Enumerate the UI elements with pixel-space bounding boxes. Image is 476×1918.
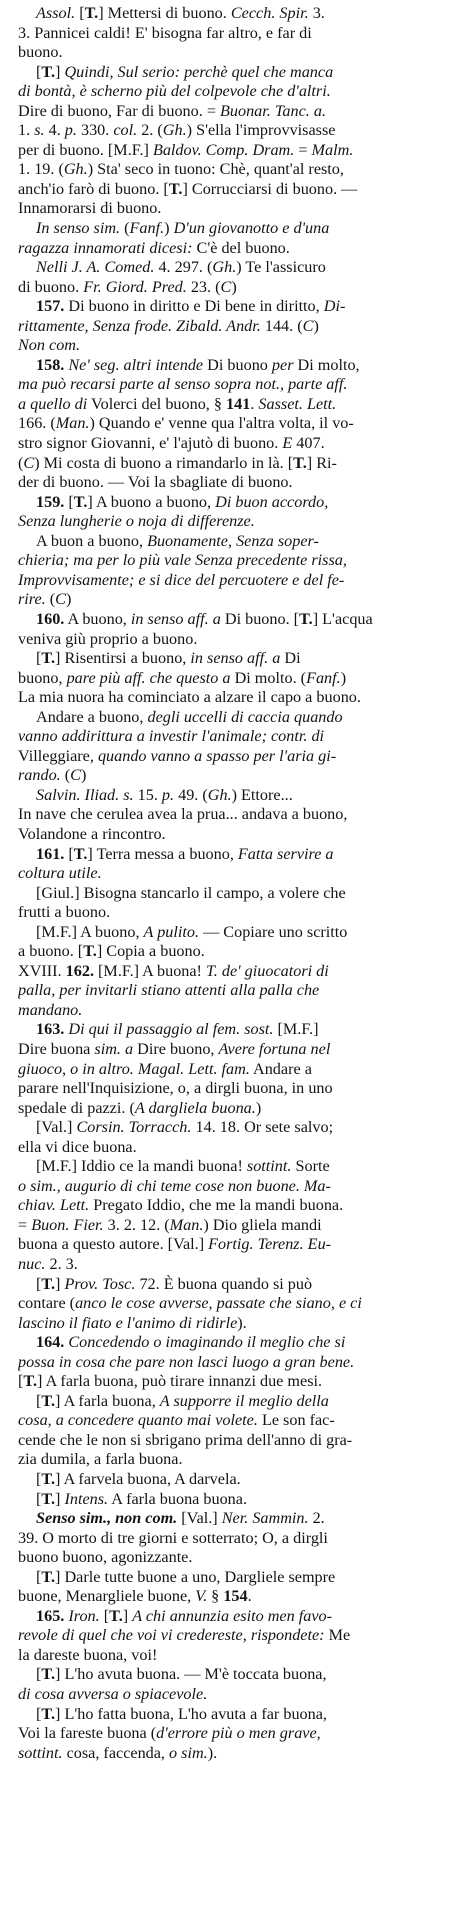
text-line: buono buono, agonizzante. bbox=[18, 1548, 193, 1567]
text-line: [T.] L'ho avuta buona. — M'è toccata buona, bbox=[36, 1665, 327, 1684]
text-line: rando. (C) bbox=[18, 766, 87, 785]
text-line: a buono. [T.] Copia a buono. bbox=[18, 942, 205, 961]
text-line: stro signor Giovanni, e' l'ajutò di buono. E 407. bbox=[18, 434, 325, 453]
text-line: Dire di buono, Far di buono. = Buonar. Tanc. a. bbox=[18, 101, 326, 120]
text-line: mandano. bbox=[18, 1000, 83, 1019]
text-line: Senso sim., non com. [Val.] Ner. Sammin. 2. bbox=[36, 1509, 325, 1528]
text-line: [T.] Risentirsi a buono, in senso aff. a Di bbox=[36, 649, 301, 668]
text-line: frutti a buono. bbox=[18, 903, 111, 922]
text-line: [M.F.] Iddio ce la mandi buona! sottint. Sorte bbox=[36, 1157, 330, 1176]
text-line: [Val.] Corsin. Torracch. 14. 18. Or sete salvo; bbox=[36, 1118, 334, 1137]
text-line: Voi la fareste buona (d'errore più o men grave, bbox=[18, 1724, 321, 1743]
text-line: Nelli J. A. Comed. 4. 297. (Gh.) Te l'assicuro bbox=[36, 258, 326, 277]
text-line: zia dumila, a farla buona. bbox=[18, 1450, 183, 1469]
text-line: di cosa avversa o spiacevole. bbox=[18, 1685, 208, 1704]
text-line: coltura utile. bbox=[18, 864, 102, 883]
text-line: 165. Iron. [T.] A chi annunzia esito men favo- bbox=[36, 1606, 333, 1625]
text-line: Andare a buono, degli uccelli di caccia quando bbox=[36, 707, 343, 726]
text-line: [Giul.] Bisogna stancarlo il campo, a volere che bbox=[36, 883, 346, 902]
text-line: Assol. [T.] Mettersi di buono. Cecch. Spir. 3. bbox=[36, 4, 325, 22]
text-line: sottint. cosa, faccenda, o sim.). bbox=[18, 1743, 218, 1762]
text-line: [T.] Darle tutte buone a uno, Dargliele sempre bbox=[36, 1567, 336, 1586]
text-line: Villeggiare, quando vanno a spasso per l'aria gi- bbox=[18, 746, 337, 765]
text-line: buono, pare più aff. che questo a Di molto. (Fanf.) bbox=[18, 668, 347, 687]
text-line: 160. A buono, in senso aff. a Di buono. [T.] L'acqua bbox=[36, 609, 373, 628]
text-line: A buon a buono, Buonamente, Senza soper- bbox=[36, 531, 319, 550]
text-line: ragazza innamorati dicesi: C'è del buono. bbox=[18, 238, 290, 257]
text-line: In senso sim. (Fanf.) D'un giovanotto e d'una bbox=[36, 219, 330, 238]
text-line: [T.] A farvela buona, A darvela. bbox=[36, 1470, 241, 1489]
text-line: der di buono. — Voi la sbagliate di buono. bbox=[18, 473, 293, 492]
text-line: In nave che cerulea avea la prua... andava a buono, bbox=[18, 805, 348, 824]
text-line: Salvin. Iliad. s. 15. p. 49. (Gh.) Ettore... bbox=[36, 785, 293, 804]
text-line: [T.] Intens. A farla buona buona. bbox=[36, 1489, 247, 1508]
text-line: La mia nuora ha cominciato a alzare il capo a buono. bbox=[18, 688, 361, 707]
text-line: [T.] Prov. Tosc. 72. È buona quando si può bbox=[36, 1274, 313, 1293]
text-line: 1. 19. (Gh.) Sta' seco in tuono: Chè, quant'al resto, bbox=[18, 160, 344, 179]
text-line: la dareste buona, voi! bbox=[18, 1645, 158, 1664]
text-line: 1. s. 4. p. 330. col. 2. (Gh.) S'ella l'improvvisasse bbox=[18, 121, 336, 140]
text-line: rittamente, Senza frode. Zibald. Andr. 144. (C) bbox=[18, 316, 319, 335]
text-line: o sim., augurio di chi teme cose non buone. Ma- bbox=[18, 1176, 331, 1195]
text-line: Innamorarsi di buono. bbox=[18, 199, 162, 218]
text-line: 161. [T.] Terra messa a buono, Fatta servire a bbox=[36, 844, 334, 863]
text-line: [T.] A farla buona, può tirare innanzi due mesi. bbox=[18, 1372, 323, 1391]
text-line: cende che le non si sbrigano prima dell'anno di gra- bbox=[18, 1430, 353, 1449]
text-line: 39. O morto di tre giorni e sotterrato; O, a dirgli bbox=[18, 1528, 328, 1547]
text-line: Non com. bbox=[18, 336, 81, 355]
text-line: Dire buona sim. a Dire buono, Avere fortuna nel bbox=[18, 1039, 331, 1058]
text-line: [M.F.] A buono, A pulito. — Copiare uno scritto bbox=[36, 922, 348, 941]
text-line: nuc. 2. 3. bbox=[18, 1255, 78, 1273]
text-line: [T.] L'ho fatta buona, L'ho avuta a far buona, bbox=[36, 1704, 327, 1723]
text-line: giuoco, o in altro. Magal. Lett. fam. Andare a bbox=[18, 1059, 312, 1078]
text-line: rire. (C) bbox=[18, 590, 72, 609]
text-line: chiav. Lett. Pregato Iddio, che me la mandi buona. bbox=[18, 1196, 344, 1215]
text-line: 163. Di qui il passaggio al fem. sost. [M.F.] bbox=[36, 1020, 319, 1039]
text-line: per di buono. [M.F.] Baldov. Comp. Dram. = Malm. bbox=[18, 140, 354, 159]
text-line: 3. Pannicei caldi! E' bisogna far altro, e far di bbox=[18, 23, 312, 42]
text-line: anch'io farò di buono. [T.] Corrucciarsi di buono. — bbox=[18, 179, 358, 198]
text-line: parare nell'Inquisizione, o, a dirgli buona, in uno bbox=[18, 1079, 333, 1098]
text-line: di bontà, è scherno più del colpevole che d'altri. bbox=[18, 82, 331, 101]
text-line: 158. Ne' seg. altri intende Di buono per Di molto, bbox=[36, 355, 360, 374]
text-line: possa in cosa che pare non lasci luogo a gran bene. bbox=[18, 1352, 355, 1371]
text-line: vanno addirittura a investir l'animale; contr. di bbox=[18, 727, 325, 746]
text-line: buona a questo autore. [Val.] Fortig. Terenz. Eu- bbox=[18, 1235, 332, 1254]
text-line: 164. Concedendo o imaginando il meglio che si bbox=[36, 1333, 346, 1352]
text-line: Improvvisamente; e si dice del percuotere e del fe- bbox=[18, 570, 345, 589]
text-line: contare (anco le cose avverse, passate che siano, e ci bbox=[18, 1294, 362, 1313]
text-line: ella vi dice buona. bbox=[18, 1137, 137, 1156]
text-line: Senza lungherie o noja di differenze. bbox=[18, 512, 255, 531]
text-line: cosa, a concedere quanto mai volete. Le son fac- bbox=[18, 1411, 335, 1430]
text-line: lascino il fiato e l'animo di ridirle). bbox=[18, 1313, 247, 1332]
text-line: ma può recarsi parte al senso sopra not., parte aff. bbox=[18, 375, 348, 394]
text-line: XVIII. 162. [M.F.] A buona! T. de' giuocatori di bbox=[18, 961, 329, 980]
text-line: buono. bbox=[18, 43, 63, 62]
text-line: Volandone a rincontro. bbox=[18, 824, 166, 843]
text-line: veniva giù proprio a buono. bbox=[18, 629, 198, 648]
text-line: 166. (Man.) Quando e' venne qua l'altra volta, il vo- bbox=[18, 414, 354, 433]
text-line: [T.] A farla buona, A supporre il meglio della bbox=[36, 1391, 329, 1410]
text-line: 159. [T.] A buono a buono, Di buon accordo, bbox=[36, 492, 329, 511]
text-line: chieria; ma per lo più vale Senza precedente rissa, bbox=[18, 551, 347, 570]
text-line: = Buon. Fier. 3. 2. 12. (Man.) Dio gliela mandi bbox=[18, 1215, 322, 1234]
text-line: spedale di pazzi. (A dargliela buona.) bbox=[18, 1098, 262, 1117]
text-line: a quello di Volerci del buono, § 141. Sasset. Lett. bbox=[18, 394, 337, 413]
text-line: revole di quel che voi vi credereste, rispondete: Me bbox=[18, 1626, 351, 1645]
text-line: palla, per invitarli stiano attenti alla palla che bbox=[18, 981, 320, 1000]
text-line: 157. Di buono in diritto e Di bene in diritto, Di- bbox=[36, 297, 346, 316]
text-line: (C) Mi costa di buono a rimandarlo in là. [T.] Ri- bbox=[18, 453, 337, 472]
text-line: buone, Menargliele buone, V. § 154. bbox=[18, 1587, 252, 1606]
text-line: [T.] Quindi, Sul serio: perchè quel che manca bbox=[36, 62, 334, 81]
text-line: di buono. Fr. Giord. Pred. 23. (C) bbox=[18, 277, 237, 296]
